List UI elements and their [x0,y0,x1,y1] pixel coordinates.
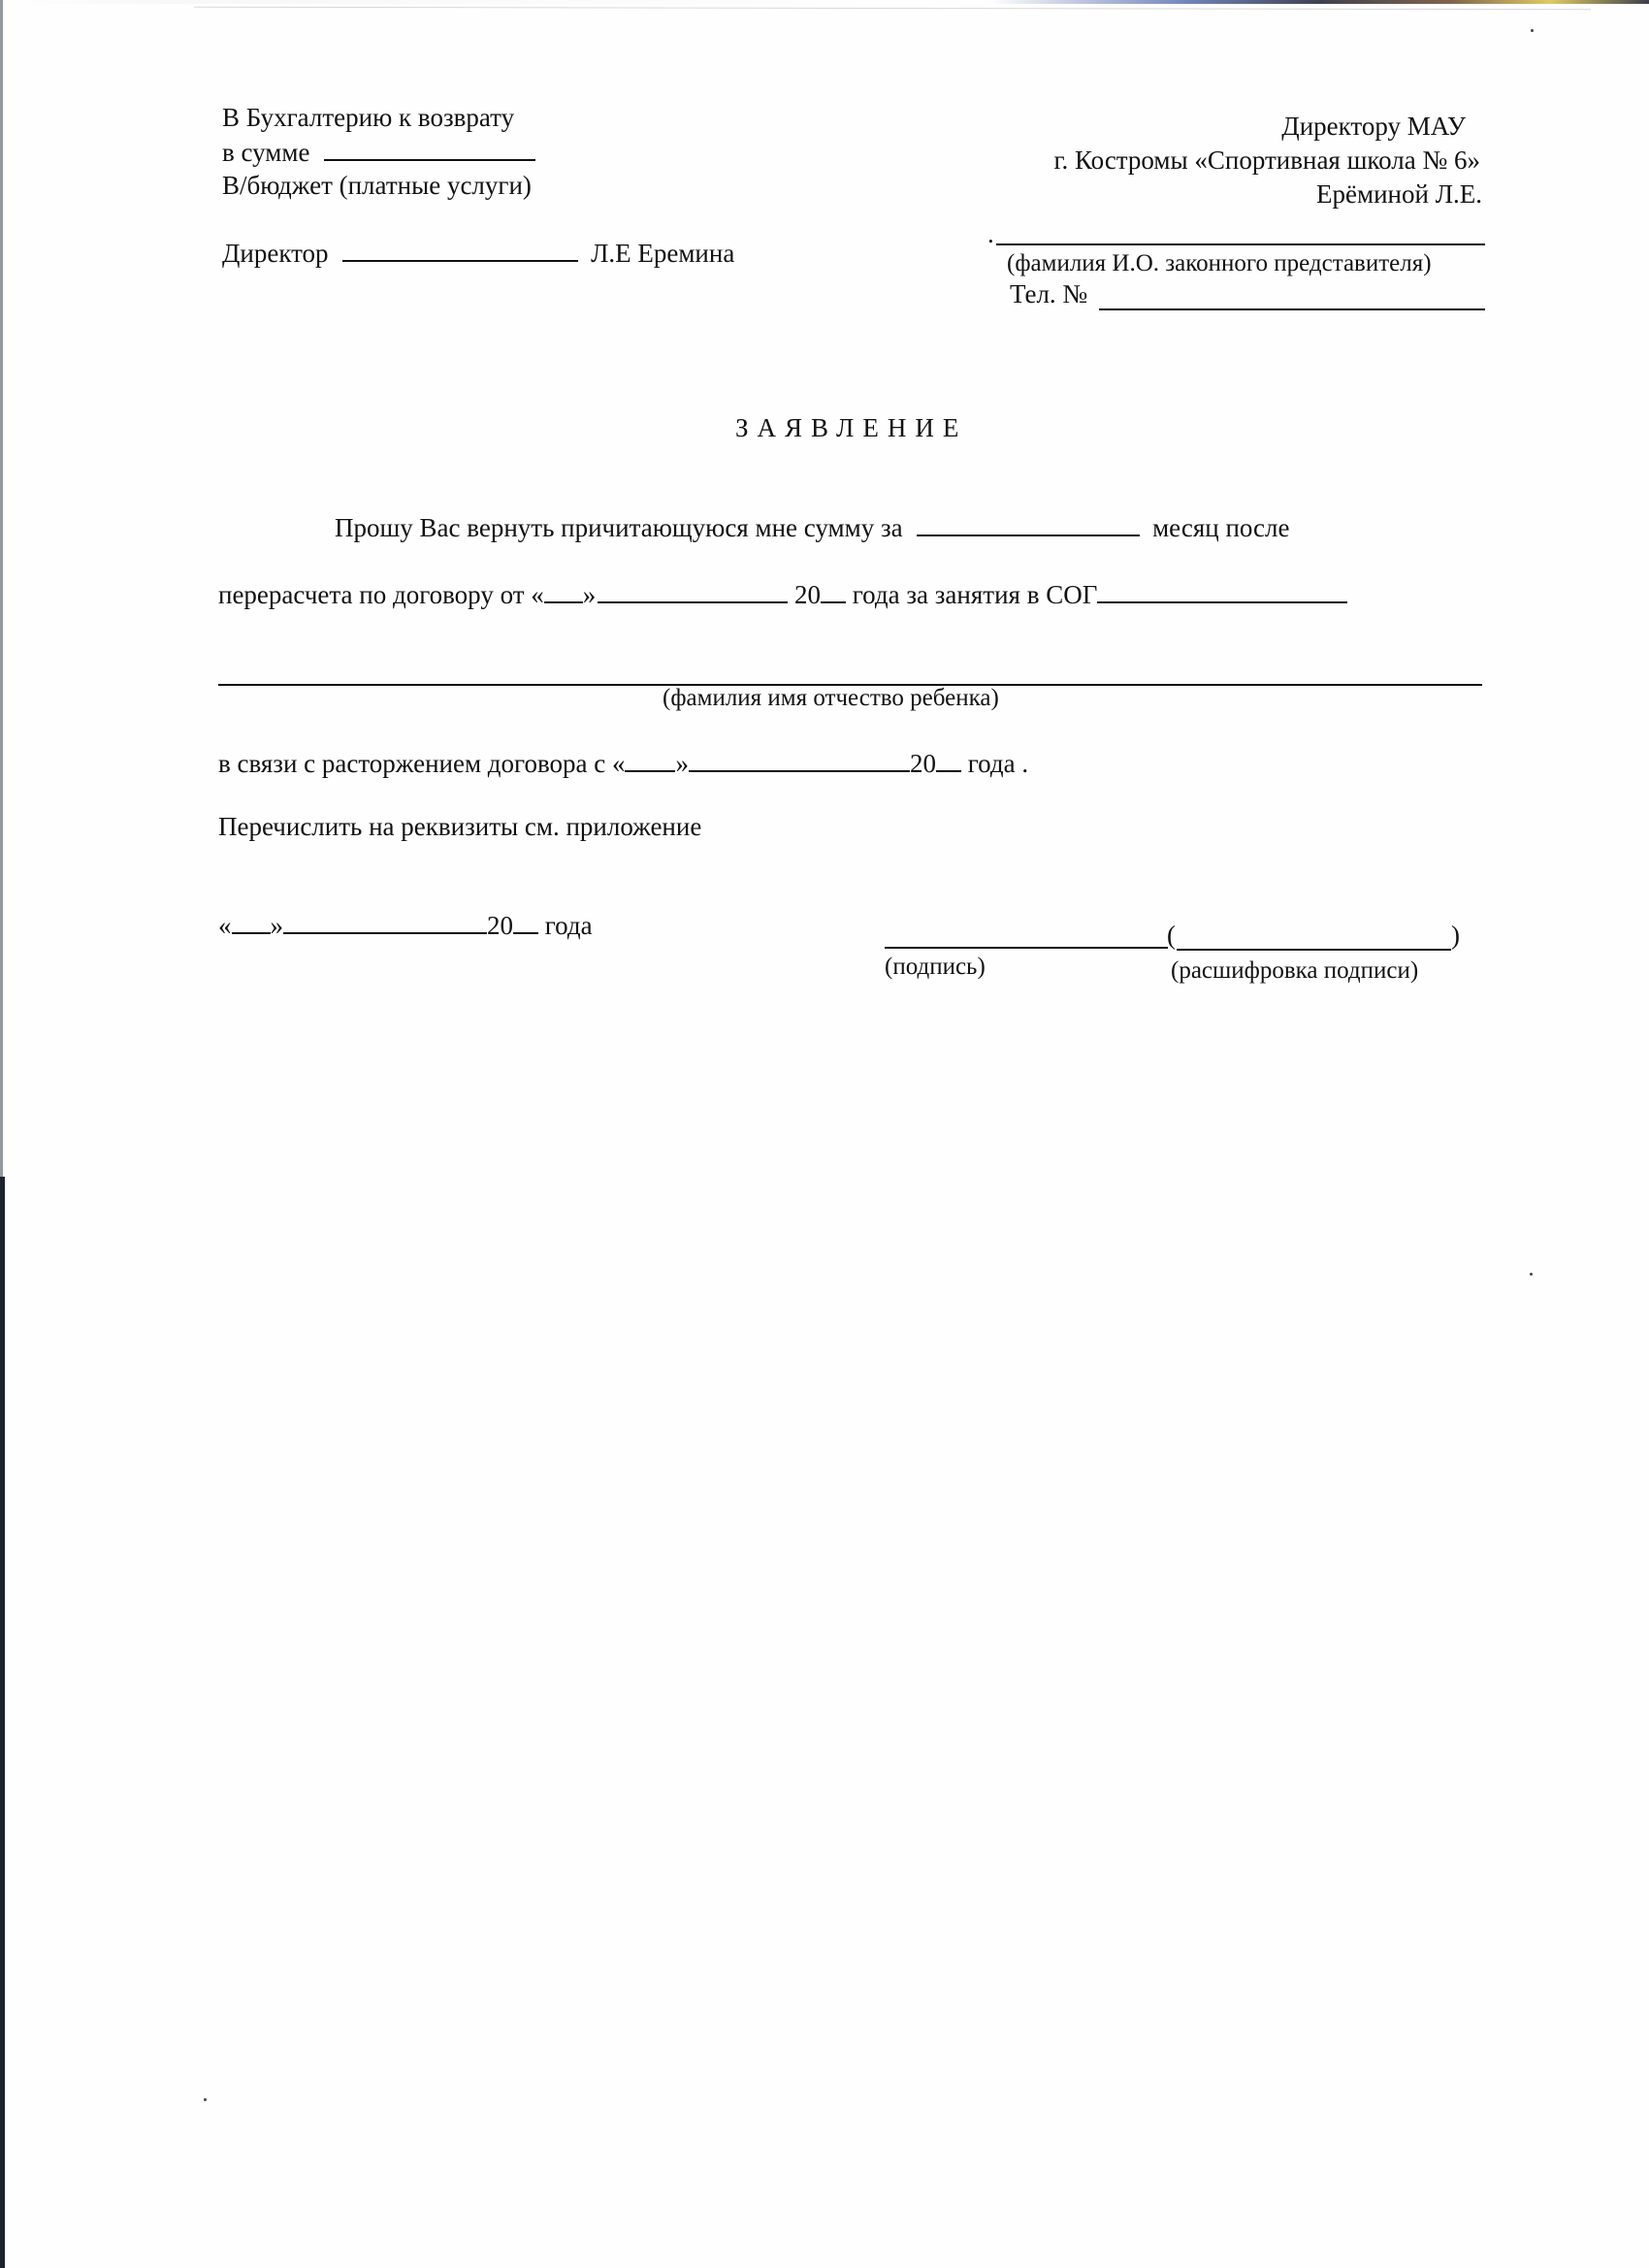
child-name-caption: (фамилия имя отчество ребенка) [663,685,999,711]
scan-edge-left-upper [0,0,3,1177]
signature-caption: (подпись) [885,954,986,980]
addressee-line-2: г. Костромы «Спортивная школа № 6» [1053,146,1480,175]
director-name: Л.Е Еремина [591,239,735,268]
footer-year-blank[interactable] [513,909,538,934]
termination-day-blank[interactable] [625,747,675,772]
footer-month-blank[interactable] [283,909,487,934]
phone-label: Тел. № [1010,279,1088,308]
representative-name-blank[interactable] [996,243,1485,245]
paren-open: ( [1167,921,1176,950]
contract-month-blank[interactable] [598,578,788,603]
body-line-2 [218,578,1347,610]
director-approval-row [222,237,734,269]
paren-close: ) [1451,921,1460,950]
group-blank[interactable] [1097,578,1347,603]
director-label: Директор [222,239,329,268]
phone-blank[interactable] [1099,308,1485,310]
month-blank[interactable] [917,511,1140,536]
scan-fold-line [194,7,1591,11]
accounting-return-line: В Бухгалтерию к возврату [222,103,515,132]
addressee-line-3: Ерёминой Л.Е. [1316,179,1482,209]
after-month-text: месяц после [1152,513,1290,542]
quote-close: » [675,749,689,778]
transfer-details-line: Перечислить на реквизиты см. приложение [218,812,702,841]
termination-month-blank[interactable] [689,747,910,772]
representative-prefix: . [987,219,994,248]
document-title: ЗАЯВЛЕНИЕ [735,413,968,442]
request-text: Прошу Вас вернуть причитающуюся мне сумму за [335,513,903,542]
footer-day-blank[interactable] [232,909,271,934]
footer-date-row [218,909,593,941]
addressee-line-1: Директору МАУ [1281,112,1466,141]
quote-open: « [218,911,232,940]
amount-blank[interactable] [324,136,535,161]
scan-speck [204,2098,207,2101]
signature-decoding-blank[interactable] [1177,949,1451,951]
amount-row [222,136,535,168]
scan-speck [1531,29,1534,32]
year-suffix: года [544,911,593,940]
year-prefix: 20 [909,749,936,778]
year-prefix: 20 [794,580,822,609]
scan-edge-top [0,0,1649,4]
year-prefix: 20 [487,911,513,940]
scan-speck [1530,1273,1533,1276]
body-line-1 [335,511,1290,543]
year-suffix: года . [967,749,1029,778]
termination-text: в связи с расторжением договора с « [218,749,626,778]
quote-close: » [270,911,283,940]
quote-close: » [582,580,597,609]
contract-year-blank[interactable] [821,578,846,603]
termination-year-blank[interactable] [936,747,961,772]
amount-label: в сумме [222,138,310,167]
decoding-caption: (расшифровка подписи) [1171,957,1419,984]
body-line-4 [218,747,1028,779]
signature-blank[interactable] [885,947,1168,949]
classes-text: года за занятия в СОГ [852,580,1098,609]
budget-line: В/бюджет (платные услуги) [222,171,532,200]
scan-edge-left [0,1177,5,2268]
contract-day-blank[interactable] [544,578,583,603]
director-signature-blank[interactable] [342,237,578,262]
contract-date-text: перерасчета по договору от « [218,580,544,609]
representative-caption: (фамилия И.О. законного представителя) [1007,250,1432,276]
